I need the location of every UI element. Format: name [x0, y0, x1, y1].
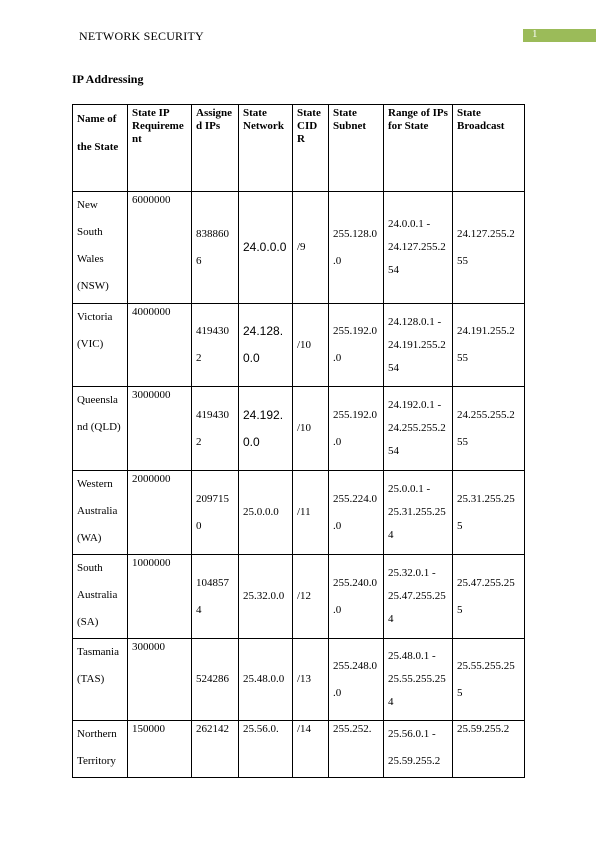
column-header: Name of the State — [73, 105, 128, 192]
subnet-cell: 255.192.0.0 — [329, 304, 384, 387]
page-number-bar — [523, 29, 596, 42]
subnet-cell: 255.240.0.0 — [329, 555, 384, 639]
requirement-cell: 2000000 — [128, 471, 192, 555]
subnet-cell: 255.252. — [329, 721, 384, 778]
range-cell: 25.48.0.1 - 25.55.255.254 — [384, 639, 453, 721]
cidr-cell: /14 — [293, 721, 329, 778]
state-name-cell: Queensland (QLD) — [73, 387, 128, 471]
range-cell: 24.128.0.1 - 24.191.255.254 — [384, 304, 453, 387]
broadcast-cell: 24.127.255.255 — [453, 192, 525, 304]
cidr-cell: /10 — [293, 304, 329, 387]
page-number: 1 — [532, 28, 538, 40]
network-cell: 24.192.0.0 — [239, 387, 293, 471]
range-cell: 25.32.0.1 - 25.47.255.254 — [384, 555, 453, 639]
state-name-cell: Victoria (VIC) — [73, 304, 128, 387]
network-cell: 25.0.0.0 — [239, 471, 293, 555]
column-header: State Broadcast — [453, 105, 525, 192]
assigned-cell: 2097150 — [192, 471, 239, 555]
table-header-row — [73, 105, 525, 192]
requirement-cell: 3000000 — [128, 387, 192, 471]
range-cell: 25.0.0.1 - 25.31.255.254 — [384, 471, 453, 555]
section-heading: IP Addressing — [72, 72, 144, 86]
requirement-cell: 150000 — [128, 721, 192, 778]
table-row — [73, 192, 525, 304]
network-cell: 25.48.0.0 — [239, 639, 293, 721]
table-row — [73, 555, 525, 639]
running-header-title: NETWORK SECURITY — [79, 29, 204, 43]
subnet-cell: 255.192.0.0 — [329, 387, 384, 471]
column-header: State Subnet — [329, 105, 384, 192]
state-name-cell: South Australia (SA) — [73, 555, 128, 639]
assigned-cell: 262142 — [192, 721, 239, 778]
column-header: State CIDR — [293, 105, 329, 192]
network-cell: 24.0.0.0 — [239, 192, 293, 304]
requirement-cell: 1000000 — [128, 555, 192, 639]
state-name-cell: Tasmania (TAS) — [73, 639, 128, 721]
range-cell: 24.0.0.1 - 24.127.255.254 — [384, 192, 453, 304]
requirement-cell: 4000000 — [128, 304, 192, 387]
table-row — [73, 387, 525, 471]
broadcast-cell: 25.59.255.2 — [453, 721, 525, 778]
table-row — [73, 721, 525, 778]
assigned-cell: 1048574 — [192, 555, 239, 639]
column-header: Range of IPs for State — [384, 105, 453, 192]
assigned-cell: 524286 — [192, 639, 239, 721]
requirement-cell: 300000 — [128, 639, 192, 721]
assigned-cell: 4194302 — [192, 387, 239, 471]
state-name-cell: Western Australia (WA) — [73, 471, 128, 555]
broadcast-cell: 25.47.255.255 — [453, 555, 525, 639]
column-header: State IP Requirement — [128, 105, 192, 192]
broadcast-cell: 25.55.255.255 — [453, 639, 525, 721]
cidr-cell: /12 — [293, 555, 329, 639]
network-cell: 25.56.0. — [239, 721, 293, 778]
network-cell: 24.128.0.0 — [239, 304, 293, 387]
cidr-cell: /11 — [293, 471, 329, 555]
table-row — [73, 639, 525, 721]
subnet-cell: 255.224.0.0 — [329, 471, 384, 555]
ip-addressing-table — [72, 104, 525, 778]
cidr-cell: /9 — [293, 192, 329, 304]
subnet-cell: 255.128.0.0 — [329, 192, 384, 304]
requirement-cell: 6000000 — [128, 192, 192, 304]
assigned-cell: 8388606 — [192, 192, 239, 304]
state-name-cell: Northern Territory — [73, 721, 128, 778]
column-header: State Network — [239, 105, 293, 192]
table-row — [73, 471, 525, 555]
cidr-cell: /10 — [293, 387, 329, 471]
broadcast-cell: 24.255.255.255 — [453, 387, 525, 471]
cidr-cell: /13 — [293, 639, 329, 721]
range-cell: 25.56.0.1 - 25.59.255.2 — [384, 721, 453, 778]
state-name-cell: New South Wales (NSW) — [73, 192, 128, 304]
column-header: Assigned IPs — [192, 105, 239, 192]
table-row — [73, 304, 525, 387]
broadcast-cell: 24.191.255.255 — [453, 304, 525, 387]
network-cell: 25.32.0.0 — [239, 555, 293, 639]
range-cell: 24.192.0.1 - 24.255.255.254 — [384, 387, 453, 471]
broadcast-cell: 25.31.255.255 — [453, 471, 525, 555]
assigned-cell: 4194302 — [192, 304, 239, 387]
subnet-cell: 255.248.0.0 — [329, 639, 384, 721]
